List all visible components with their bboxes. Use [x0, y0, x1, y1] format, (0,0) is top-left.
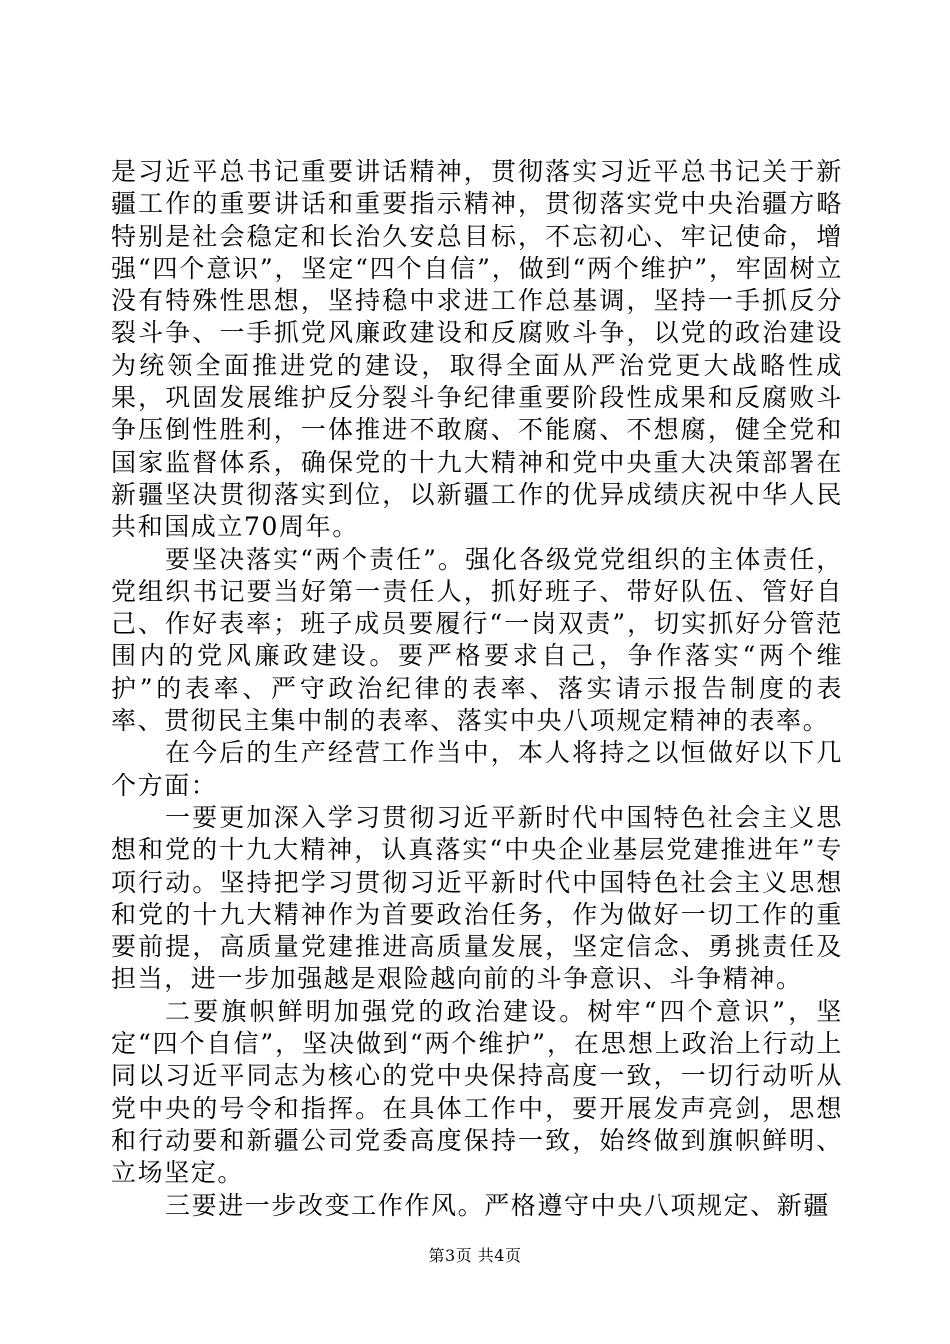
paragraph-point-two: 二要旗帜鲜明加强党的政治建设。树牢“四个意识”，坚定“四个自信”，坚决做到“两个维护”，在思想上政治上行动上同以习近平同志为核心的党中央保持高度一致，一切行动听从党中央的号令和指挥。在具体工作中，要开展发声亮剑，思想和行动要和新疆公司党委高度保持一致，始终做到旗帜鲜明、立场坚定。 [111, 996, 843, 1188]
paragraph-point-three: 三要进一步改变工作作风。严格遵守中央八项规定、新疆 [165, 1190, 831, 1220]
paragraph-intro-aspects: 在今后的生产经营工作当中，本人将持之以恒做好以下几个方面： [111, 738, 843, 800]
paragraph-continuation: 是习近平总书记重要讲话精神，贯彻落实习近平总书记关于新疆工作的重要讲话和重要指示精神，贯彻落实党中央治疆方略特别是社会稳定和长治久安总目标，不忘初心、牢记使命，增强“四个意识”，坚定“四个自信”，做到“两个维护”，牢固树立没有特殊性思想，坚持稳中求进工作总基调，坚持一手抓反分裂斗争、一手抓党风廉政建设和反腐败斗争，以党的政治建设为统领全面推进党的建设，取得全面从严治党更大战略性成果，巩固发展维护反分裂斗争纪律重要阶段性成果和反腐败斗争压倒性胜利，一体推进不敢腐、不能腐、不想腐，健全党和国家监督体系，确保党的十九大精神和党中央重大决策部署在新疆坚决贯彻落实到位，以新疆工作的优异成绩庆祝中华人民共和国成立70周年。 [111, 157, 843, 542]
page-number-footer: 第3页 共4页 [428, 1246, 522, 1265]
paragraph-two-responsibilities: 要坚决落实“两个责任”。强化各级党党组织的主体责任，党组织书记要当好第一责任人，抓好班子、带好队伍、管好自己、作好表率；班子成员要履行“一岗双责”，切实抓好分管范围内的党风廉政建设。要严格要求自己，争作落实“两个维护”的表率、严守政治纪律的表率、落实请示报告制度的表率、贯彻民主集中制的表率、落实中央八项规定精神的表率。 [111, 544, 843, 736]
document-body [111, 156, 843, 1222]
paragraph-point-one: 一要更加深入学习贯彻习近平新时代中国特色社会主义思想和党的十九大精神，认真落实“中央企业基层党建推进年”专项行动。坚持把学习贯彻习近平新时代中国特色社会主义思想和党的十九大精神作为首要政治任务，作为做好一切工作的重要前提，高质量党建推进高质量发展，坚定信念、勇挑责任及担当，进一步加强越是艰险越向前的斗争意识、斗争精神。 [111, 802, 843, 994]
